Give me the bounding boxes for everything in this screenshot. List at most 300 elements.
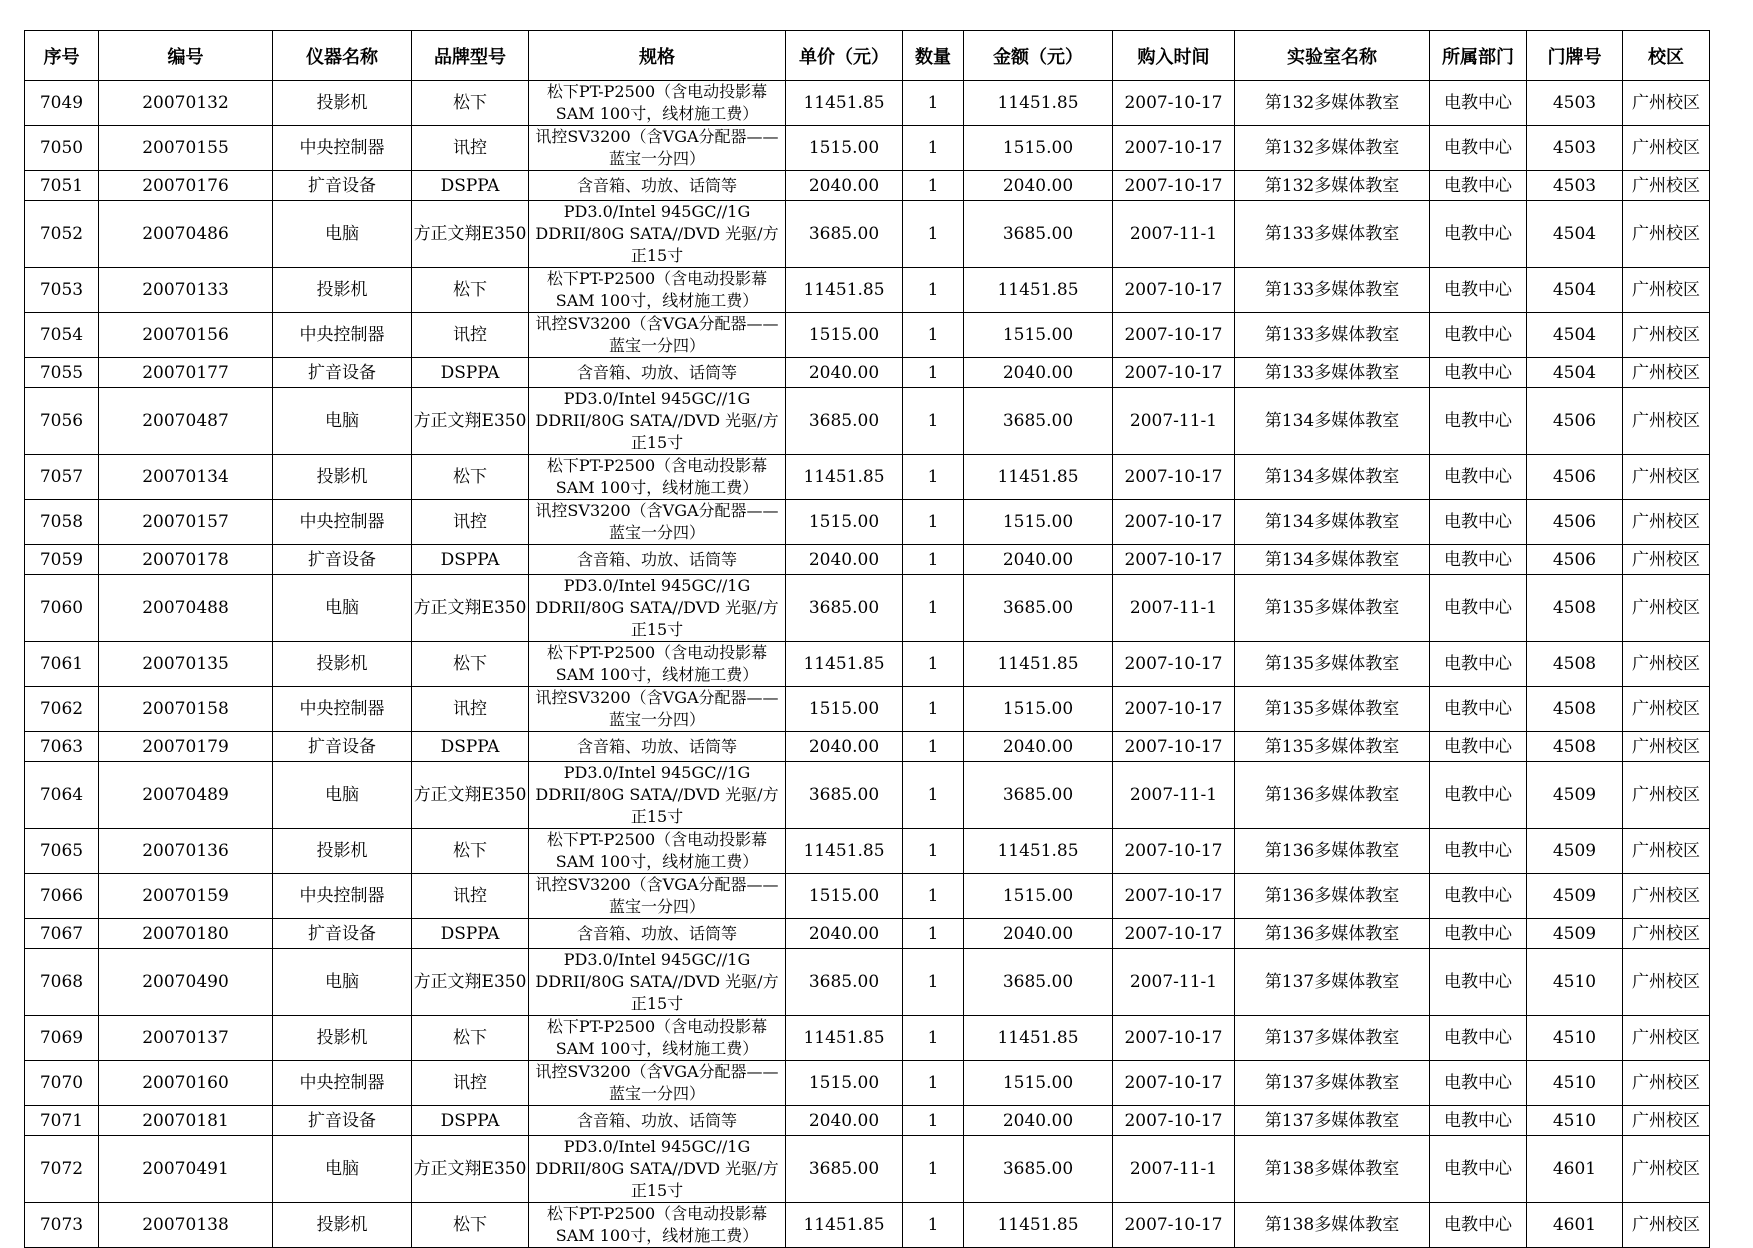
cell-code: 20070156 [99,313,273,358]
spec-text: 松下PT-P2500（含电动投影幕SAM 100寸，线材施工费） [546,1017,768,1058]
cell-price: 1515.00 [786,313,903,358]
cell-campus: 广州校区 [1623,1016,1710,1061]
cell-seq: 7070 [25,1061,99,1106]
cell-spec [529,1203,786,1248]
cell-amount: 11451.85 [964,642,1113,687]
cell-brand: DSPPA [412,1106,529,1136]
cell-price: 1515.00 [786,874,903,919]
cell-campus: 广州校区 [1623,388,1710,455]
cell-room: 4506 [1527,500,1623,545]
cell-qty: 1 [903,81,964,126]
cell-spec [529,874,786,919]
table-row [25,455,1710,500]
cell-spec [529,687,786,732]
cell-campus: 广州校区 [1623,201,1710,268]
cell-qty: 1 [903,313,964,358]
cell-code: 20070138 [99,1203,273,1248]
cell-code: 20070487 [99,388,273,455]
cell-campus: 广州校区 [1623,1203,1710,1248]
cell-date: 2007-10-17 [1113,874,1235,919]
cell-date: 2007-10-17 [1113,732,1235,762]
cell-dept: 电教中心 [1430,1106,1527,1136]
cell-room: 4508 [1527,687,1623,732]
cell-brand: 松下 [412,1203,529,1248]
cell-spec [529,1106,786,1136]
table-row [25,126,1710,171]
cell-lab: 第133多媒体教室 [1235,201,1430,268]
cell-amount: 1515.00 [964,126,1113,171]
cell-room: 4506 [1527,388,1623,455]
cell-lab: 第137多媒体教室 [1235,1061,1430,1106]
cell-room: 4503 [1527,171,1623,201]
table-row [25,687,1710,732]
cell-price: 11451.85 [786,268,903,313]
cell-brand: 松下 [412,1016,529,1061]
cell-dept: 电教中心 [1430,687,1527,732]
cell-name: 中央控制器 [273,500,412,545]
cell-qty: 1 [903,732,964,762]
table-row [25,1136,1710,1203]
cell-date: 2007-10-17 [1113,358,1235,388]
cell-amount: 2040.00 [964,358,1113,388]
cell-lab: 第133多媒体教室 [1235,358,1430,388]
cell-campus: 广州校区 [1623,358,1710,388]
cell-brand: 讯控 [412,126,529,171]
cell-date: 2007-10-17 [1113,642,1235,687]
cell-code: 20070486 [99,201,273,268]
cell-name: 扩音设备 [273,919,412,949]
cell-brand: 松下 [412,455,529,500]
cell-brand: 松下 [412,81,529,126]
cell-name: 投影机 [273,268,412,313]
cell-qty: 1 [903,575,964,642]
cell-brand: DSPPA [412,732,529,762]
cell-qty: 1 [903,949,964,1016]
cell-room: 4510 [1527,1016,1623,1061]
spec-text: 含音箱、功放、话筒等 [576,923,737,943]
cell-spec [529,500,786,545]
cell-spec [529,1061,786,1106]
cell-amount: 2040.00 [964,732,1113,762]
cell-lab: 第136多媒体教室 [1235,829,1430,874]
cell-name: 投影机 [273,1203,412,1248]
cell-amount: 3685.00 [964,762,1113,829]
cell-amount: 1515.00 [964,1061,1113,1106]
table-row [25,313,1710,358]
cell-price: 2040.00 [786,919,903,949]
spec-text: 讯控SV3200（含VGA分配器——蓝宝一分四） [535,1062,779,1103]
cell-dept: 电教中心 [1430,762,1527,829]
cell-brand: DSPPA [412,919,529,949]
cell-campus: 广州校区 [1623,829,1710,874]
cell-amount: 2040.00 [964,1106,1113,1136]
cell-lab: 第132多媒体教室 [1235,81,1430,126]
cell-amount: 3685.00 [964,949,1113,1016]
cell-date: 2007-10-17 [1113,545,1235,575]
cell-lab: 第134多媒体教室 [1235,545,1430,575]
cell-code: 20070133 [99,268,273,313]
cell-lab: 第138多媒体教室 [1235,1136,1430,1203]
cell-code: 20070160 [99,1061,273,1106]
column-header-qty: 数量 [903,31,964,81]
spec-text: 讯控SV3200（含VGA分配器——蓝宝一分四） [535,127,779,168]
cell-date: 2007-11-1 [1113,949,1235,1016]
cell-name: 扩音设备 [273,1106,412,1136]
spec-text: 含音箱、功放、话筒等 [576,175,737,195]
cell-spec [529,358,786,388]
table-body [25,81,1710,1248]
spec-text: 讯控SV3200（含VGA分配器——蓝宝一分四） [535,314,779,355]
spec-text: 讯控SV3200（含VGA分配器——蓝宝一分四） [535,501,779,542]
column-header-code: 编号 [99,31,273,81]
spec-text: PD3.0/Intel 945GC//1G DDRII/80G SATA//DVD 光驱/方正15寸 [535,1137,779,1200]
cell-room: 4508 [1527,732,1623,762]
cell-amount: 1515.00 [964,874,1113,919]
cell-dept: 电教中心 [1430,949,1527,1016]
cell-lab: 第137多媒体教室 [1235,1016,1430,1061]
cell-date: 2007-10-17 [1113,313,1235,358]
column-header-price: 单价（元） [786,31,903,81]
cell-seq: 7073 [25,1203,99,1248]
cell-code: 20070157 [99,500,273,545]
header-row [25,31,1710,81]
cell-room: 4508 [1527,575,1623,642]
cell-brand: 方正文翔E350 [412,1136,529,1203]
cell-seq: 7072 [25,1136,99,1203]
cell-price: 3685.00 [786,575,903,642]
cell-spec [529,919,786,949]
cell-qty: 1 [903,388,964,455]
cell-dept: 电教中心 [1430,313,1527,358]
cell-qty: 1 [903,268,964,313]
cell-spec [529,268,786,313]
cell-brand: DSPPA [412,171,529,201]
cell-code: 20070132 [99,81,273,126]
cell-spec [529,829,786,874]
cell-room: 4509 [1527,762,1623,829]
cell-date: 2007-10-17 [1113,1106,1235,1136]
cell-qty: 1 [903,642,964,687]
cell-lab: 第137多媒体教室 [1235,1106,1430,1136]
cell-seq: 7050 [25,126,99,171]
table-row [25,575,1710,642]
cell-lab: 第137多媒体教室 [1235,949,1430,1016]
cell-dept: 电教中心 [1430,455,1527,500]
cell-date: 2007-10-17 [1113,126,1235,171]
cell-seq: 7049 [25,81,99,126]
cell-lab: 第134多媒体教室 [1235,500,1430,545]
cell-campus: 广州校区 [1623,455,1710,500]
cell-code: 20070134 [99,455,273,500]
cell-seq: 7054 [25,313,99,358]
cell-campus: 广州校区 [1623,919,1710,949]
cell-name: 投影机 [273,455,412,500]
cell-amount: 3685.00 [964,201,1113,268]
cell-qty: 1 [903,126,964,171]
equipment-table [24,30,1710,1248]
cell-date: 2007-10-17 [1113,1203,1235,1248]
column-header-lab: 实验室名称 [1235,31,1430,81]
cell-spec [529,949,786,1016]
cell-campus: 广州校区 [1623,313,1710,358]
cell-seq: 7064 [25,762,99,829]
cell-campus: 广州校区 [1623,575,1710,642]
cell-amount: 1515.00 [964,687,1113,732]
cell-date: 2007-10-17 [1113,919,1235,949]
cell-dept: 电教中心 [1430,732,1527,762]
cell-dept: 电教中心 [1430,1016,1527,1061]
cell-name: 扩音设备 [273,171,412,201]
cell-qty: 1 [903,874,964,919]
table-header [25,31,1710,81]
cell-date: 2007-10-17 [1113,81,1235,126]
cell-spec [529,732,786,762]
column-header-date: 购入时间 [1113,31,1235,81]
spec-text: PD3.0/Intel 945GC//1G DDRII/80G SATA//DVD 光驱/方正15寸 [535,389,779,452]
table-row [25,388,1710,455]
cell-lab: 第136多媒体教室 [1235,874,1430,919]
cell-brand: DSPPA [412,358,529,388]
table-row [25,642,1710,687]
cell-price: 1515.00 [786,687,903,732]
cell-code: 20070489 [99,762,273,829]
spec-text: 含音箱、功放、话筒等 [576,362,737,382]
cell-date: 2007-10-17 [1113,1016,1235,1061]
cell-seq: 7061 [25,642,99,687]
cell-room: 4510 [1527,1061,1623,1106]
table-row [25,1016,1710,1061]
column-header-seq: 序号 [25,31,99,81]
cell-name: 中央控制器 [273,313,412,358]
cell-amount: 11451.85 [964,455,1113,500]
spec-text: PD3.0/Intel 945GC//1G DDRII/80G SATA//DVD 光驱/方正15寸 [535,763,779,826]
cell-name: 电脑 [273,949,412,1016]
cell-room: 4509 [1527,829,1623,874]
cell-room: 4510 [1527,1106,1623,1136]
spec-text: 含音箱、功放、话筒等 [576,1110,737,1130]
cell-brand: 松下 [412,642,529,687]
cell-amount: 3685.00 [964,575,1113,642]
cell-spec [529,545,786,575]
cell-price: 2040.00 [786,545,903,575]
cell-date: 2007-10-17 [1113,1061,1235,1106]
spec-text: PD3.0/Intel 945GC//1G DDRII/80G SATA//DVD 光驱/方正15寸 [535,950,779,1013]
cell-amount: 2040.00 [964,545,1113,575]
cell-name: 中央控制器 [273,874,412,919]
cell-dept: 电教中心 [1430,874,1527,919]
cell-seq: 7059 [25,545,99,575]
spec-text: PD3.0/Intel 945GC//1G DDRII/80G SATA//DVD 光驱/方正15寸 [535,576,779,639]
cell-lab: 第133多媒体教室 [1235,268,1430,313]
cell-campus: 广州校区 [1623,268,1710,313]
cell-spec [529,1016,786,1061]
cell-campus: 广州校区 [1623,642,1710,687]
cell-brand: 方正文翔E350 [412,949,529,1016]
cell-qty: 1 [903,1016,964,1061]
cell-seq: 7051 [25,171,99,201]
cell-room: 4509 [1527,874,1623,919]
cell-spec [529,201,786,268]
cell-qty: 1 [903,829,964,874]
cell-brand: 讯控 [412,500,529,545]
cell-brand: 松下 [412,829,529,874]
spec-text: 讯控SV3200（含VGA分配器——蓝宝一分四） [535,875,779,916]
cell-dept: 电教中心 [1430,268,1527,313]
cell-seq: 7056 [25,388,99,455]
cell-spec [529,126,786,171]
cell-seq: 7055 [25,358,99,388]
cell-seq: 7069 [25,1016,99,1061]
table-row [25,81,1710,126]
cell-qty: 1 [903,687,964,732]
table-row [25,500,1710,545]
cell-room: 4504 [1527,313,1623,358]
cell-room: 4601 [1527,1136,1623,1203]
cell-lab: 第134多媒体教室 [1235,388,1430,455]
cell-spec [529,388,786,455]
cell-lab: 第136多媒体教室 [1235,919,1430,949]
cell-spec [529,1136,786,1203]
cell-name: 投影机 [273,829,412,874]
cell-campus: 广州校区 [1623,1106,1710,1136]
spec-text: 含音箱、功放、话筒等 [576,736,737,756]
cell-lab: 第135多媒体教室 [1235,575,1430,642]
cell-spec [529,81,786,126]
spec-text: 松下PT-P2500（含电动投影幕SAM 100寸，线材施工费） [546,830,768,871]
cell-lab: 第135多媒体教室 [1235,642,1430,687]
table-row [25,268,1710,313]
cell-qty: 1 [903,1203,964,1248]
cell-lab: 第135多媒体教室 [1235,732,1430,762]
cell-brand: 方正文翔E350 [412,762,529,829]
cell-brand: 方正文翔E350 [412,388,529,455]
cell-date: 2007-10-17 [1113,687,1235,732]
cell-price: 3685.00 [786,388,903,455]
table-row [25,171,1710,201]
cell-dept: 电教中心 [1430,81,1527,126]
cell-qty: 1 [903,500,964,545]
cell-room: 4504 [1527,268,1623,313]
cell-code: 20070179 [99,732,273,762]
cell-brand: DSPPA [412,545,529,575]
cell-price: 11451.85 [786,642,903,687]
cell-name: 电脑 [273,1136,412,1203]
cell-name: 投影机 [273,642,412,687]
cell-amount: 1515.00 [964,313,1113,358]
spec-text: 松下PT-P2500（含电动投影幕SAM 100寸，线材施工费） [546,82,768,123]
cell-date: 2007-11-1 [1113,575,1235,642]
cell-name: 投影机 [273,1016,412,1061]
table-row [25,874,1710,919]
cell-lab: 第138多媒体教室 [1235,1203,1430,1248]
cell-campus: 广州校区 [1623,762,1710,829]
cell-price: 2040.00 [786,1106,903,1136]
cell-price: 1515.00 [786,126,903,171]
cell-spec [529,762,786,829]
cell-seq: 7052 [25,201,99,268]
cell-code: 20070137 [99,1016,273,1061]
spec-text: PD3.0/Intel 945GC//1G DDRII/80G SATA//DVD 光驱/方正15寸 [535,202,779,265]
cell-qty: 1 [903,358,964,388]
cell-name: 电脑 [273,201,412,268]
cell-price: 3685.00 [786,201,903,268]
cell-room: 4601 [1527,1203,1623,1248]
cell-qty: 1 [903,201,964,268]
cell-date: 2007-11-1 [1113,1136,1235,1203]
cell-date: 2007-11-1 [1113,201,1235,268]
cell-name: 中央控制器 [273,687,412,732]
cell-campus: 广州校区 [1623,687,1710,732]
column-header-room: 门牌号 [1527,31,1623,81]
cell-amount: 11451.85 [964,81,1113,126]
cell-spec [529,313,786,358]
cell-price: 3685.00 [786,1136,903,1203]
cell-seq: 7071 [25,1106,99,1136]
cell-date: 2007-10-17 [1113,500,1235,545]
cell-qty: 1 [903,1136,964,1203]
cell-date: 2007-11-1 [1113,762,1235,829]
cell-seq: 7053 [25,268,99,313]
cell-dept: 电教中心 [1430,201,1527,268]
cell-code: 20070158 [99,687,273,732]
cell-brand: 方正文翔E350 [412,575,529,642]
cell-price: 2040.00 [786,171,903,201]
column-header-spec: 规格 [529,31,786,81]
cell-price: 11451.85 [786,1016,903,1061]
cell-code: 20070180 [99,919,273,949]
cell-dept: 电教中心 [1430,829,1527,874]
cell-dept: 电教中心 [1430,358,1527,388]
cell-seq: 7065 [25,829,99,874]
cell-lab: 第135多媒体教室 [1235,687,1430,732]
cell-campus: 广州校区 [1623,874,1710,919]
cell-code: 20070490 [99,949,273,1016]
cell-name: 扩音设备 [273,358,412,388]
cell-room: 4504 [1527,201,1623,268]
cell-room: 4506 [1527,545,1623,575]
cell-room: 4510 [1527,949,1623,1016]
cell-name: 中央控制器 [273,126,412,171]
cell-campus: 广州校区 [1623,500,1710,545]
cell-qty: 1 [903,171,964,201]
spec-text: 含音箱、功放、话筒等 [576,549,737,569]
cell-date: 2007-10-17 [1113,268,1235,313]
cell-dept: 电教中心 [1430,545,1527,575]
cell-price: 1515.00 [786,500,903,545]
cell-room: 4509 [1527,919,1623,949]
cell-date: 2007-11-1 [1113,388,1235,455]
cell-campus: 广州校区 [1623,126,1710,171]
cell-brand: 松下 [412,268,529,313]
cell-lab: 第133多媒体教室 [1235,313,1430,358]
cell-amount: 11451.85 [964,1203,1113,1248]
spec-text: 松下PT-P2500（含电动投影幕SAM 100寸，线材施工费） [546,1204,768,1245]
cell-qty: 1 [903,762,964,829]
column-header-name: 仪器名称 [273,31,412,81]
cell-name: 电脑 [273,762,412,829]
spec-text: 松下PT-P2500（含电动投影幕SAM 100寸，线材施工费） [546,643,768,684]
cell-price: 11451.85 [786,1203,903,1248]
cell-name: 扩音设备 [273,732,412,762]
cell-brand: 讯控 [412,313,529,358]
cell-campus: 广州校区 [1623,81,1710,126]
cell-price: 11451.85 [786,455,903,500]
cell-code: 20070181 [99,1106,273,1136]
cell-amount: 1515.00 [964,500,1113,545]
cell-dept: 电教中心 [1430,1203,1527,1248]
cell-price: 3685.00 [786,762,903,829]
cell-code: 20070176 [99,171,273,201]
